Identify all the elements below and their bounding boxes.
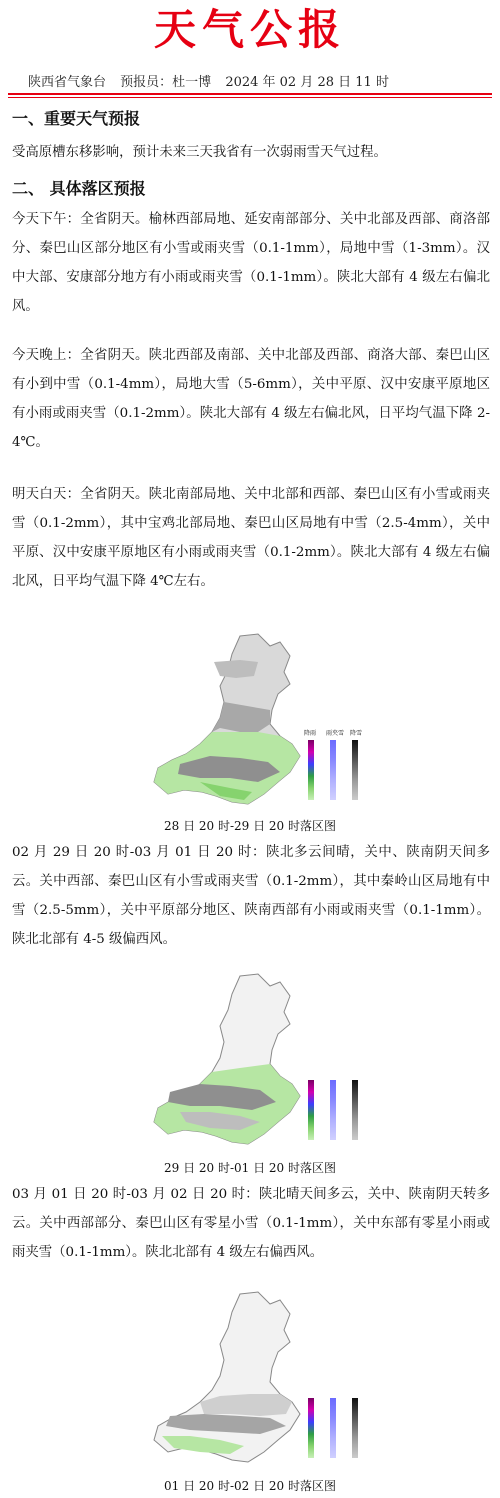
forecast-tomorrow-text: 全省阴天。陕北南部局地、关中北部和西部、秦巴山区有小雪或雨夹雪（0.1-2mm），其中宝鸡北部局地、秦巴山区局地有中雪（2.5-4mm），关中平原、汉中安康平原地区有小雨或雨夹雪（0.1-2mm）。陕北大部有 4 级左右偏北风，日平均气温下降 4℃左右。: [12, 487, 491, 589]
legend-rain-bar: [308, 1398, 314, 1458]
forecast-tonight-text: 全省阴天。陕北西部及南部、关中北部及西部、商洛大部、秦巴山区有小到中雪（0.1-4mm），局地大雪（5-6mm），关中平原、汉中安康平原地区有小雨或雨夹雪（0.1-2mm）。陕北大部有 4 级左右偏北风，日平均气温下降 2-4℃。: [12, 348, 491, 450]
precip-map-1: [140, 632, 370, 812]
forecast-tomorrow-lead: 明天白天：: [12, 487, 81, 502]
map-3-caption: 01 日 20 时-02 日 20 时落区图: [163, 1479, 337, 1493]
legend-mix-bar: [330, 1080, 336, 1140]
legend-rain-title: 降雨: [304, 730, 317, 737]
forecast-day3: [12, 838, 490, 954]
legend-rain-bar: [308, 1080, 314, 1140]
legend-snow-bar: [352, 740, 358, 800]
map-1-legend: [304, 728, 370, 808]
forecast-day4-lead: 03 月 01 日 20 时-03 月 02 日 20 时：: [12, 1187, 259, 1202]
forecast-day3-lead: 02 月 29 日 20 时-03 月 01 日 20 时：: [12, 845, 267, 860]
section1-text: 受高原槽东移影响，预计未来三天我省有一次弱雨雪天气过程。: [12, 145, 387, 160]
legend-snow-title: 降雪: [350, 730, 363, 737]
forecast-tonight-lead: 今天晚上：: [12, 348, 81, 363]
legend-mix-bar: [330, 740, 336, 800]
forecast-afternoon-text: 全省阴天。榆林西部局地、延安南部部分、关中北部及西部、商洛部分、秦巴山区部分地区有小雪或雨夹雪（0.1-1mm），局地中雪（1-3mm）。汉中大部、安康部分地方有小雨或雨夹雪（0.1-1mm）。陕北大部有 4 级左右偏北风。: [12, 212, 491, 314]
legend-snow-bar: [352, 1080, 358, 1140]
bulletin-meta: [28, 74, 488, 92]
map-1-caption: 28 日 20 时-29 日 20 时落区图: [163, 819, 337, 833]
bulletin-title: 天气公报: [153, 5, 346, 54]
forecast-day4: [12, 1180, 490, 1267]
map-3-legend: [304, 1386, 370, 1466]
issue-datetime: 2024 年 02 月 28 日 11 时: [225, 75, 389, 90]
map-2-caption: 29 日 20 时-01 日 20 时落区图: [163, 1161, 337, 1175]
agency-name: 陕西省气象台: [28, 75, 107, 90]
map-2-legend: [304, 1068, 370, 1148]
precip-map-3: [140, 1290, 370, 1470]
forecast-tomorrow: [12, 480, 490, 596]
forecast-day4-text: 陕北晴天间多云，关中、陕南阴天转多云。关中西部部分、秦巴山区有零星小雪（0.1-1mm），关中东部有零星小雨或雨夹雪（0.1-1mm）。陕北北部有 4 级左右偏西风。: [12, 1187, 491, 1260]
forecast-afternoon-lead: 今天下午：: [12, 212, 81, 227]
section1-heading: 一、重要天气预报: [12, 109, 141, 128]
precip-map-2: [140, 972, 370, 1152]
section2-heading: 二、 具体落区预报: [12, 179, 146, 198]
forecast-day3-text: 陕北多云间晴，关中、陕南阴天间多云。关中西部、秦巴山区有小雪或雨夹雪（0.1-2mm），其中秦岭山区局地有中雪（2.5-5mm），关中平原部分地区、陕南西部有小雨或雨夹雪（0.1-1mm）。陕北北部有 4-5 级偏西风。: [12, 845, 491, 947]
legend-mix-bar: [330, 1398, 336, 1458]
forecaster-name: 预报员：杜一博: [120, 75, 212, 90]
header-rule-thick: [8, 93, 492, 95]
header-rule-thin: [8, 97, 492, 98]
legend-snow-bar: [352, 1398, 358, 1458]
forecast-afternoon: [12, 205, 490, 321]
legend-rain-bar: [308, 740, 314, 800]
legend-mix-title: 雨夹雪: [326, 730, 345, 737]
forecast-tonight: [12, 341, 490, 457]
